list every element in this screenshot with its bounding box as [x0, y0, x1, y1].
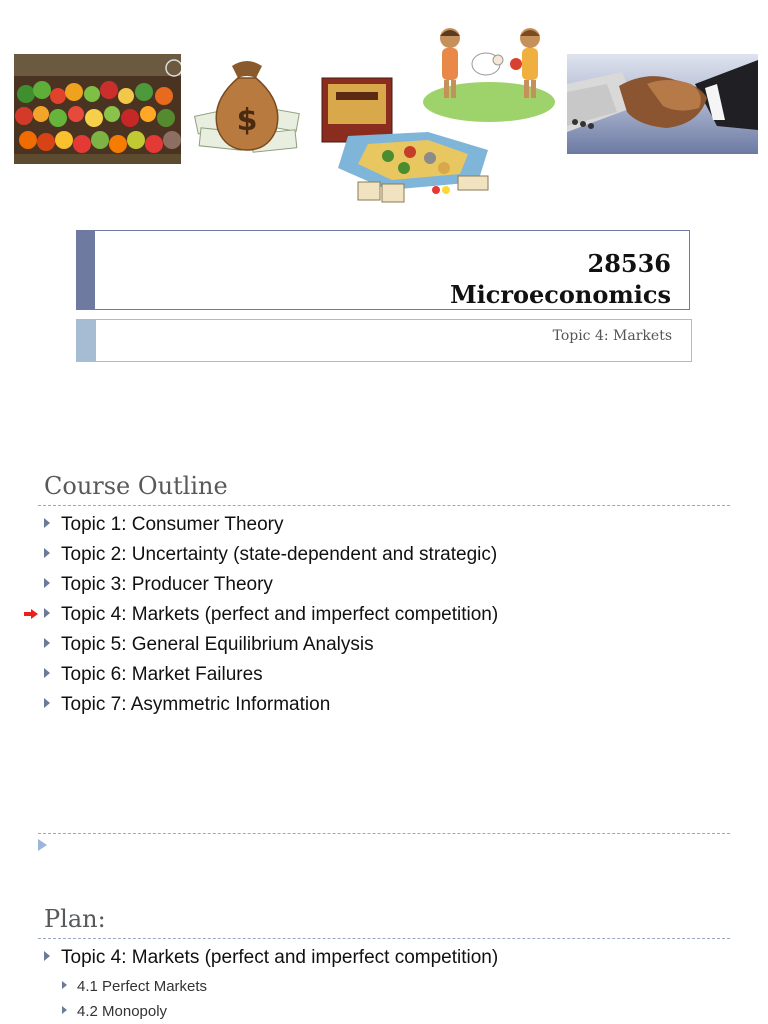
bullet-icon — [44, 951, 50, 961]
bullet-icon — [44, 518, 50, 528]
plan-main-item — [44, 945, 498, 971]
outline-item-topic-1 — [44, 512, 498, 542]
outline-item-topic-2 — [44, 542, 498, 572]
course-name: Microeconomics — [450, 280, 671, 309]
topic-subtitle: Topic 4: Markets — [552, 328, 672, 344]
outline-item-topic-5 — [44, 632, 498, 662]
course-number: 28536 — [587, 249, 671, 278]
bullet-icon — [44, 578, 50, 588]
subtitle-accent-bar — [77, 320, 96, 361]
plan-sub-label: 4.2 Monopoly — [77, 1003, 168, 1020]
course-outline-heading: Course Outline — [44, 472, 228, 500]
bullet-icon — [44, 698, 50, 708]
money-bag-illustration — [190, 52, 305, 157]
outline-list — [44, 512, 498, 722]
plan-divider — [38, 938, 730, 939]
bullet-icon — [44, 608, 50, 618]
sub-bullet-icon — [62, 981, 67, 989]
plan-sub-item-1 — [62, 977, 207, 997]
course-title-box — [76, 230, 690, 310]
outline-item-label: Topic 2: Uncertainty (state-dependent and strategic) — [61, 544, 498, 565]
svg-text:$: $ — [236, 103, 258, 138]
plan-sub-item-2 — [62, 1002, 167, 1022]
outline-item-label: Topic 6: Market Failures — [61, 664, 263, 685]
handshake-icon — [567, 54, 758, 154]
subtitle-box — [76, 319, 692, 362]
empty-bullet-icon — [38, 839, 47, 851]
bullet-icon — [44, 638, 50, 648]
market-stall-photo — [14, 54, 181, 164]
outline-item-label: Topic 3: Producer Theory — [61, 574, 273, 595]
blank-slide-divider — [38, 833, 730, 834]
trade-icon — [420, 24, 558, 124]
plan-main-label: Topic 4: Markets (perfect and imperfect competition) — [61, 947, 499, 968]
outline-divider — [38, 505, 730, 506]
money-bag-icon — [190, 52, 305, 157]
title-accent-bar — [77, 231, 95, 309]
barter-cartoon — [420, 24, 558, 124]
handshake-photo — [567, 54, 758, 154]
fruit-market-icon — [14, 54, 181, 164]
outline-item-label: Topic 4: Markets (perfect and imperfect competition) — [61, 604, 499, 625]
plan-heading: Plan: — [44, 905, 106, 933]
bullet-icon — [44, 548, 50, 558]
outline-item-topic-7 — [44, 692, 498, 722]
current-topic-arrow-icon — [24, 609, 38, 619]
outline-item-label: Topic 5: General Equilibrium Analysis — [61, 634, 374, 655]
outline-item-topic-4 — [44, 602, 498, 632]
plan-sub-label: 4.1 Perfect Markets — [77, 978, 208, 995]
outline-item-topic-6 — [44, 662, 498, 692]
bullet-icon — [44, 668, 50, 678]
outline-item-label: Topic 1: Consumer Theory — [61, 514, 284, 535]
outline-item-topic-3 — [44, 572, 498, 602]
sub-bullet-icon — [62, 1006, 67, 1014]
outline-item-label: Topic 7: Asymmetric Information — [61, 694, 331, 715]
